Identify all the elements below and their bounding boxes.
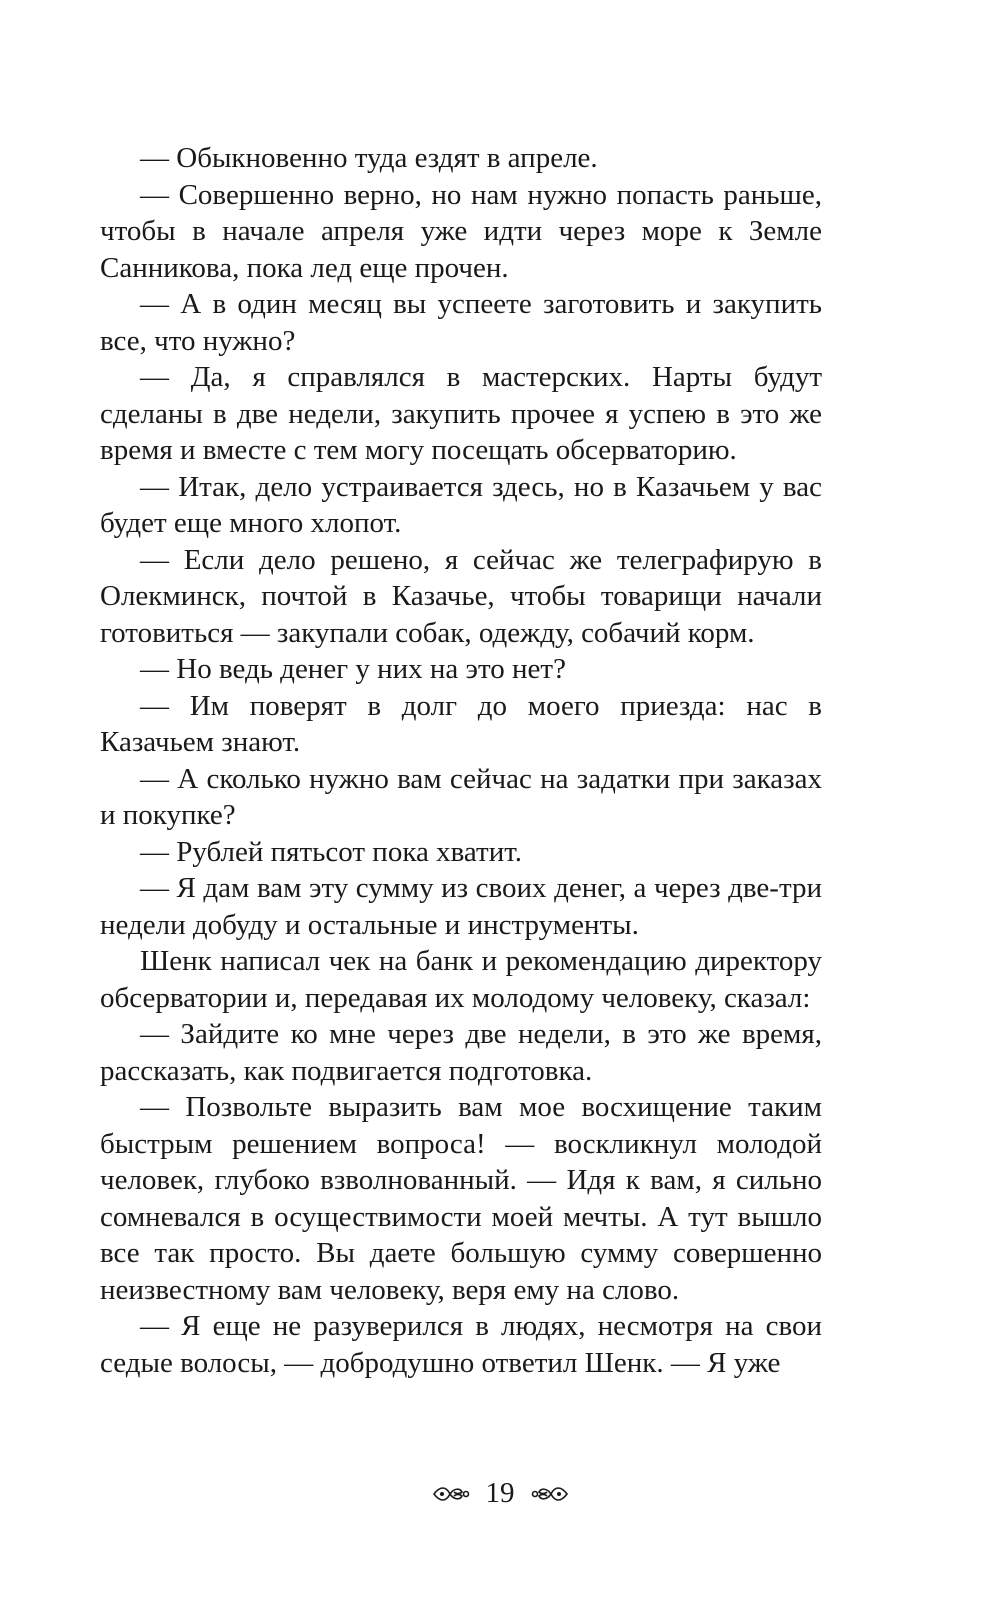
paragraph: Шенк написал чек на банк и рекомендацию директору обсерватории и, передавая их молодому человеку, сказал: <box>100 945 822 1014</box>
paragraph: — Зайдите ко мне через две недели, в это же время, рассказать, как подвигается подготовка. <box>100 1018 822 1087</box>
paragraph: — А в один месяц вы успеете заготовить и закупить все, что нужно? <box>100 288 822 357</box>
page-number: 19 <box>485 1477 515 1509</box>
paragraph: — Позвольте выразить вам мое восхищение таким быстрым решением вопроса! — воскликнул молодой человек, глубоко взволнованный. — Идя к вам, я сильно сомневался в осуществимости моей мечты. А тут вышло все так просто. Вы даете большую сумму совершенно неизвестному вам человеку, веря ему на слово. <box>100 1091 822 1306</box>
paragraph: — Совершенно верно, но нам нужно попасть раньше, чтобы в начале апреля уже идти через море к Земле Санникова, пока лед еще прочен. <box>100 178 822 284</box>
paragraph: — Если дело решено, я сейчас же телеграфирую в Олекминск, почтой в Казачье, чтобы товарищи начали готовиться — закупали собак, одежду, собачий корм. <box>100 543 822 649</box>
fleuron-right-icon <box>529 1482 569 1506</box>
page-body <box>100 140 822 1381</box>
paragraph: — Но ведь денег у них на это нет? <box>140 653 566 685</box>
paragraph: — Итак, дело устраивается здесь, но в Казачьем у вас будет еще много хлопот. <box>100 470 822 539</box>
paragraph: — Обыкновенно туда ездят в апреле. <box>140 142 598 174</box>
page-folio <box>0 1477 1000 1510</box>
paragraph: — Да, я справлялся в мастерских. Нарты будут сделаны в две недели, закупить прочее я успею в это же время и вместе с тем могу посещать обсерваторию. <box>100 361 822 466</box>
paragraph: — Я дам вам эту сумму из своих денег, а через две-три недели добуду и остальные и инструменты. <box>100 872 822 941</box>
paragraph: — Рублей пятьсот пока хватит. <box>140 835 522 868</box>
paragraph: — Я еще не разуверился в людях, несмотря на свои седые волосы, — добродушно ответил Шенк. — Я уже <box>100 1310 822 1379</box>
paragraph: — Им поверят в долг до моего приезда: нас в Казачьем знают. <box>100 689 822 758</box>
fleuron-left-icon <box>432 1482 472 1506</box>
paragraph: — А сколько нужно вам сейчас на задатки при заказах и покупке? <box>100 762 822 831</box>
